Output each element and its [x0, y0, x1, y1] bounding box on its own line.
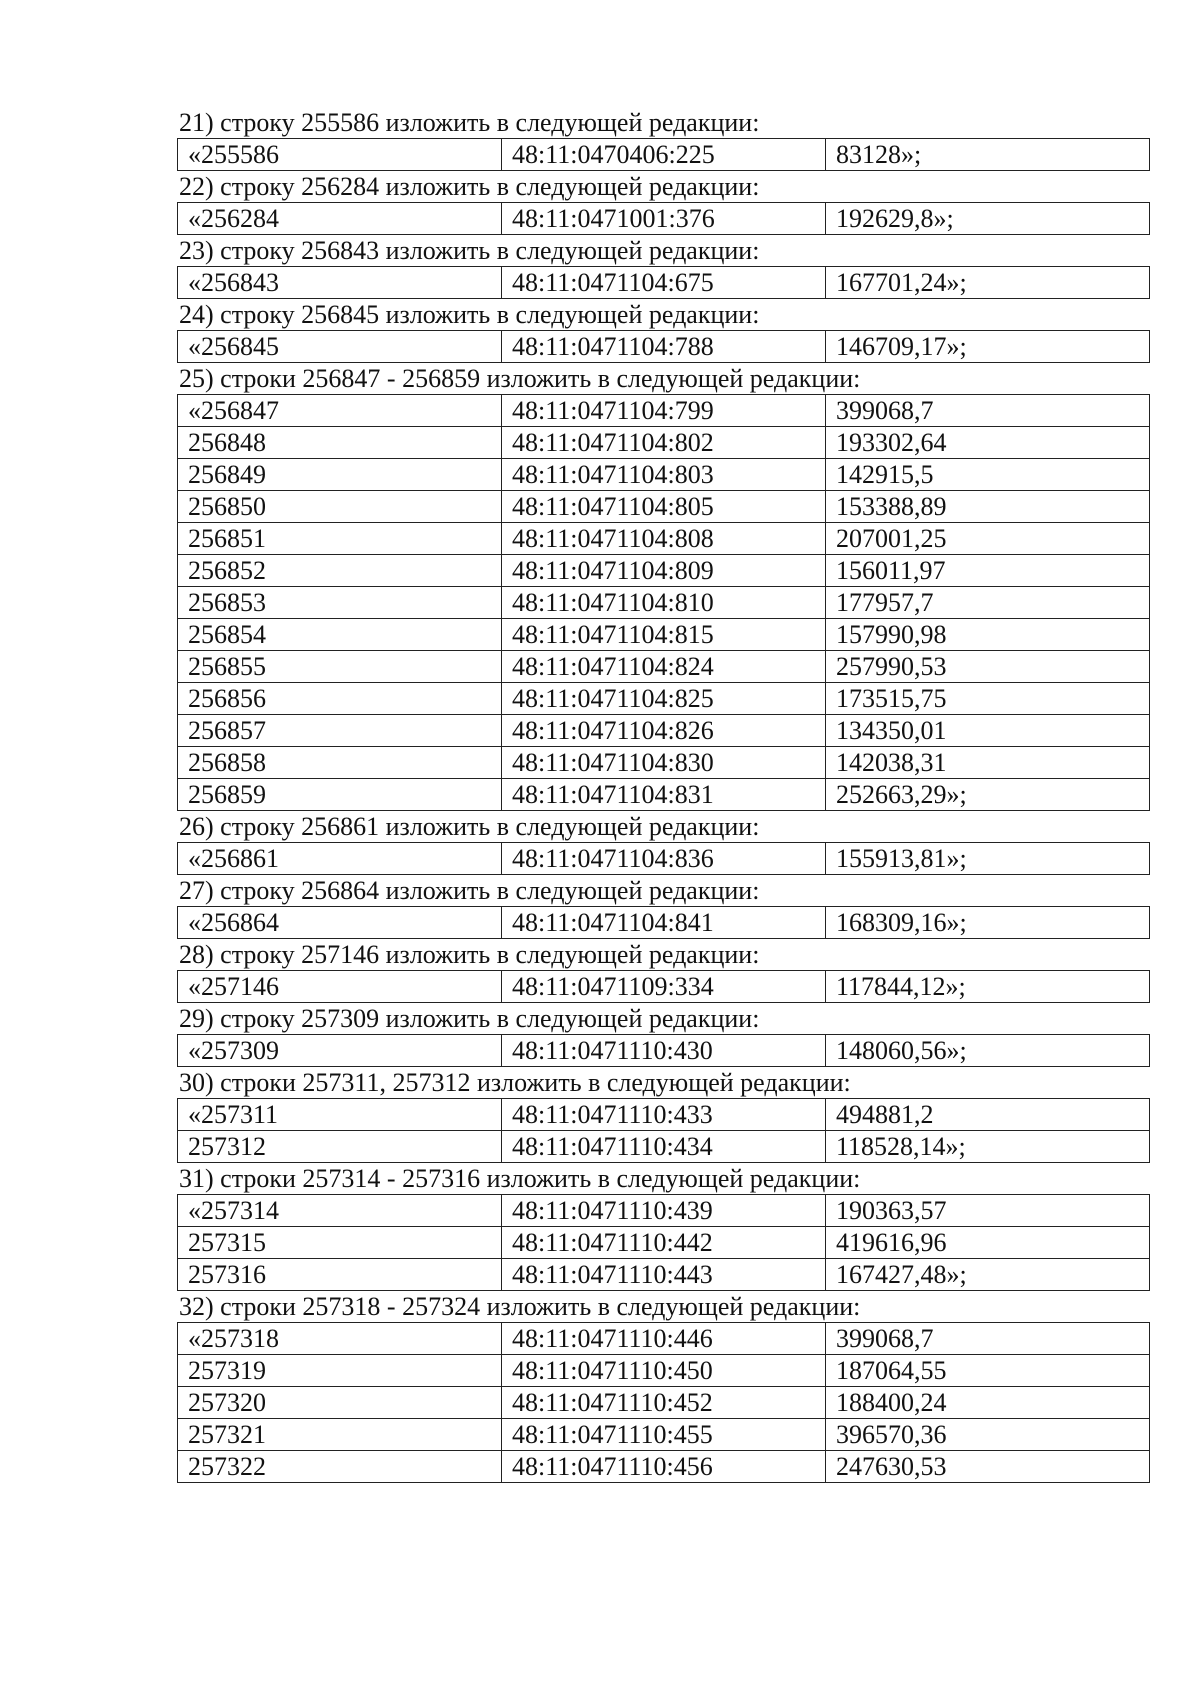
- amendment-heading: 23) строку 256843 изложить в следующей редакции:: [179, 236, 760, 265]
- row-number-cell: 257322: [178, 1451, 502, 1483]
- table-row: [178, 1035, 1150, 1067]
- value-cell: 257990,53: [826, 651, 1150, 683]
- cadastral-number-cell: 48:11:0471104:675: [502, 267, 826, 299]
- amendment-heading: 27) строку 256864 изложить в следующей редакции:: [179, 876, 760, 905]
- amendment-section: [177, 235, 1149, 299]
- table-row: [178, 651, 1150, 683]
- amendment-table: [177, 1322, 1150, 1483]
- cadastral-number-cell: 48:11:0471104:831: [502, 779, 826, 811]
- cadastral-number-cell: 48:11:0471109:334: [502, 971, 826, 1003]
- value-cell: 207001,25: [826, 523, 1150, 555]
- cadastral-number-cell: 48:11:0471104:803: [502, 459, 826, 491]
- value-cell: 247630,53: [826, 1451, 1150, 1483]
- amendment-section: [177, 1291, 1149, 1483]
- amendment-heading: 29) строку 257309 изложить в следующей редакции:: [179, 1004, 760, 1033]
- amendment-section: [177, 1003, 1149, 1067]
- row-number-cell: «256284: [178, 203, 502, 235]
- row-number-cell: 256856: [178, 683, 502, 715]
- row-number-cell: «256845: [178, 331, 502, 363]
- table-row: [178, 491, 1150, 523]
- cadastral-number-cell: 48:11:0471110:456: [502, 1451, 826, 1483]
- row-number-cell: «257311: [178, 1099, 502, 1131]
- amendment-table: [177, 970, 1150, 1003]
- cadastral-number-cell: 48:11:0471104:788: [502, 331, 826, 363]
- cadastral-number-cell: 48:11:0471110:443: [502, 1259, 826, 1291]
- amendment-section: [177, 939, 1149, 1003]
- row-number-cell: «256847: [178, 395, 502, 427]
- value-cell: 419616,96: [826, 1227, 1150, 1259]
- value-cell: 155913,81»;: [826, 843, 1150, 875]
- amendment-table: [177, 1098, 1150, 1163]
- value-cell: 167701,24»;: [826, 267, 1150, 299]
- cadastral-number-cell: 48:11:0471110:452: [502, 1387, 826, 1419]
- row-number-cell: 256858: [178, 747, 502, 779]
- value-cell: 83128»;: [826, 139, 1150, 171]
- amendment-section: [177, 363, 1149, 811]
- row-number-cell: «256864: [178, 907, 502, 939]
- value-cell: 153388,89: [826, 491, 1150, 523]
- table-row: [178, 395, 1150, 427]
- value-cell: 168309,16»;: [826, 907, 1150, 939]
- amendment-table: [177, 202, 1150, 235]
- value-cell: 187064,55: [826, 1355, 1150, 1387]
- value-cell: 399068,7: [826, 395, 1150, 427]
- row-number-cell: «257146: [178, 971, 502, 1003]
- cadastral-number-cell: 48:11:0471104:810: [502, 587, 826, 619]
- amendment-section: [177, 811, 1149, 875]
- row-number-cell: 257315: [178, 1227, 502, 1259]
- table-row: [178, 1195, 1150, 1227]
- value-cell: 188400,24: [826, 1387, 1150, 1419]
- document-page: [177, 107, 1149, 1483]
- cadastral-number-cell: 48:11:0471110:442: [502, 1227, 826, 1259]
- row-number-cell: «257318: [178, 1323, 502, 1355]
- row-number-cell: 257312: [178, 1131, 502, 1163]
- table-row: [178, 1387, 1150, 1419]
- cadastral-number-cell: 48:11:0471110:434: [502, 1131, 826, 1163]
- value-cell: 494881,2: [826, 1099, 1150, 1131]
- table-row: [178, 331, 1150, 363]
- value-cell: 167427,48»;: [826, 1259, 1150, 1291]
- row-number-cell: 257321: [178, 1419, 502, 1451]
- cadastral-number-cell: 48:11:0471104:805: [502, 491, 826, 523]
- amendment-table: [177, 266, 1150, 299]
- amendment-table: [177, 1034, 1150, 1067]
- cadastral-number-cell: 48:11:0471110:455: [502, 1419, 826, 1451]
- row-number-cell: 256859: [178, 779, 502, 811]
- row-number-cell: 257320: [178, 1387, 502, 1419]
- table-row: [178, 1227, 1150, 1259]
- value-cell: 117844,12»;: [826, 971, 1150, 1003]
- value-cell: 177957,7: [826, 587, 1150, 619]
- amendment-section: [177, 171, 1149, 235]
- amendment-heading: 22) строку 256284 изложить в следующей редакции:: [179, 172, 760, 201]
- amendment-table: [177, 330, 1150, 363]
- cadastral-number-cell: 48:11:0471104:799: [502, 395, 826, 427]
- table-row: [178, 587, 1150, 619]
- row-number-cell: 256854: [178, 619, 502, 651]
- table-row: [178, 619, 1150, 651]
- amendment-section: [177, 875, 1149, 939]
- amendment-section: [177, 107, 1149, 171]
- table-row: [178, 715, 1150, 747]
- table-row: [178, 1419, 1150, 1451]
- amendment-heading: 30) строки 257311, 257312 изложить в следующей редакции:: [179, 1068, 851, 1097]
- amendment-section: [177, 1067, 1149, 1163]
- cadastral-number-cell: 48:11:0471104:841: [502, 907, 826, 939]
- amendment-table: [177, 138, 1150, 171]
- row-number-cell: 256853: [178, 587, 502, 619]
- amendment-table: [177, 842, 1150, 875]
- value-cell: 156011,97: [826, 555, 1150, 587]
- row-number-cell: «256861: [178, 843, 502, 875]
- cadastral-number-cell: 48:11:0471104:826: [502, 715, 826, 747]
- value-cell: 146709,17»;: [826, 331, 1150, 363]
- amendment-table: [177, 394, 1150, 811]
- cadastral-number-cell: 48:11:0471110:439: [502, 1195, 826, 1227]
- table-row: [178, 1323, 1150, 1355]
- amendment-heading: 25) строки 256847 - 256859 изложить в следующей редакции:: [179, 364, 861, 393]
- table-row: [178, 1451, 1150, 1483]
- row-number-cell: 256848: [178, 427, 502, 459]
- table-row: [178, 427, 1150, 459]
- row-number-cell: 256851: [178, 523, 502, 555]
- amendment-heading: 21) строку 255586 изложить в следующей редакции:: [179, 108, 760, 137]
- amendment-heading: 26) строку 256861 изложить в следующей редакции:: [179, 812, 760, 841]
- cadastral-number-cell: 48:11:0471104:825: [502, 683, 826, 715]
- table-row: [178, 1099, 1150, 1131]
- value-cell: 118528,14»;: [826, 1131, 1150, 1163]
- row-number-cell: «257314: [178, 1195, 502, 1227]
- table-row: [178, 683, 1150, 715]
- value-cell: 396570,36: [826, 1419, 1150, 1451]
- cadastral-number-cell: 48:11:0471104:815: [502, 619, 826, 651]
- row-number-cell: 256849: [178, 459, 502, 491]
- value-cell: 193302,64: [826, 427, 1150, 459]
- table-row: [178, 267, 1150, 299]
- table-row: [178, 555, 1150, 587]
- value-cell: 252663,29»;: [826, 779, 1150, 811]
- table-row: [178, 1131, 1150, 1163]
- row-number-cell: «255586: [178, 139, 502, 171]
- row-number-cell: 256850: [178, 491, 502, 523]
- value-cell: 192629,8»;: [826, 203, 1150, 235]
- amendment-table: [177, 906, 1150, 939]
- value-cell: 173515,75: [826, 683, 1150, 715]
- value-cell: 190363,57: [826, 1195, 1150, 1227]
- cadastral-number-cell: 48:11:0471104:830: [502, 747, 826, 779]
- amendment-section: [177, 299, 1149, 363]
- row-number-cell: 256857: [178, 715, 502, 747]
- cadastral-number-cell: 48:11:0470406:225: [502, 139, 826, 171]
- table-row: [178, 843, 1150, 875]
- row-number-cell: 257319: [178, 1355, 502, 1387]
- table-row: [178, 971, 1150, 1003]
- amendment-heading: 28) строку 257146 изложить в следующей редакции:: [179, 940, 760, 969]
- table-row: [178, 203, 1150, 235]
- table-row: [178, 779, 1150, 811]
- table-row: [178, 907, 1150, 939]
- row-number-cell: 257316: [178, 1259, 502, 1291]
- cadastral-number-cell: 48:11:0471104:802: [502, 427, 826, 459]
- table-row: [178, 523, 1150, 555]
- cadastral-number-cell: 48:11:0471110:433: [502, 1099, 826, 1131]
- table-row: [178, 1355, 1150, 1387]
- amendment-heading: 24) строку 256845 изложить в следующей редакции:: [179, 300, 760, 329]
- value-cell: 157990,98: [826, 619, 1150, 651]
- row-number-cell: 256852: [178, 555, 502, 587]
- table-row: [178, 1259, 1150, 1291]
- row-number-cell: 256855: [178, 651, 502, 683]
- table-row: [178, 459, 1150, 491]
- cadastral-number-cell: 48:11:0471110:446: [502, 1323, 826, 1355]
- row-number-cell: «257309: [178, 1035, 502, 1067]
- table-row: [178, 139, 1150, 171]
- value-cell: 399068,7: [826, 1323, 1150, 1355]
- cadastral-number-cell: 48:11:0471104:808: [502, 523, 826, 555]
- amendment-section: [177, 1163, 1149, 1291]
- cadastral-number-cell: 48:11:0471001:376: [502, 203, 826, 235]
- cadastral-number-cell: 48:11:0471104:824: [502, 651, 826, 683]
- row-number-cell: «256843: [178, 267, 502, 299]
- value-cell: 148060,56»;: [826, 1035, 1150, 1067]
- amendment-heading: 32) строки 257318 - 257324 изложить в следующей редакции:: [179, 1292, 861, 1321]
- value-cell: 142915,5: [826, 459, 1150, 491]
- amendment-heading: 31) строки 257314 - 257316 изложить в следующей редакции:: [179, 1164, 861, 1193]
- value-cell: 134350,01: [826, 715, 1150, 747]
- cadastral-number-cell: 48:11:0471104:836: [502, 843, 826, 875]
- value-cell: 142038,31: [826, 747, 1150, 779]
- table-row: [178, 747, 1150, 779]
- cadastral-number-cell: 48:11:0471110:430: [502, 1035, 826, 1067]
- amendment-table: [177, 1194, 1150, 1291]
- cadastral-number-cell: 48:11:0471104:809: [502, 555, 826, 587]
- cadastral-number-cell: 48:11:0471110:450: [502, 1355, 826, 1387]
